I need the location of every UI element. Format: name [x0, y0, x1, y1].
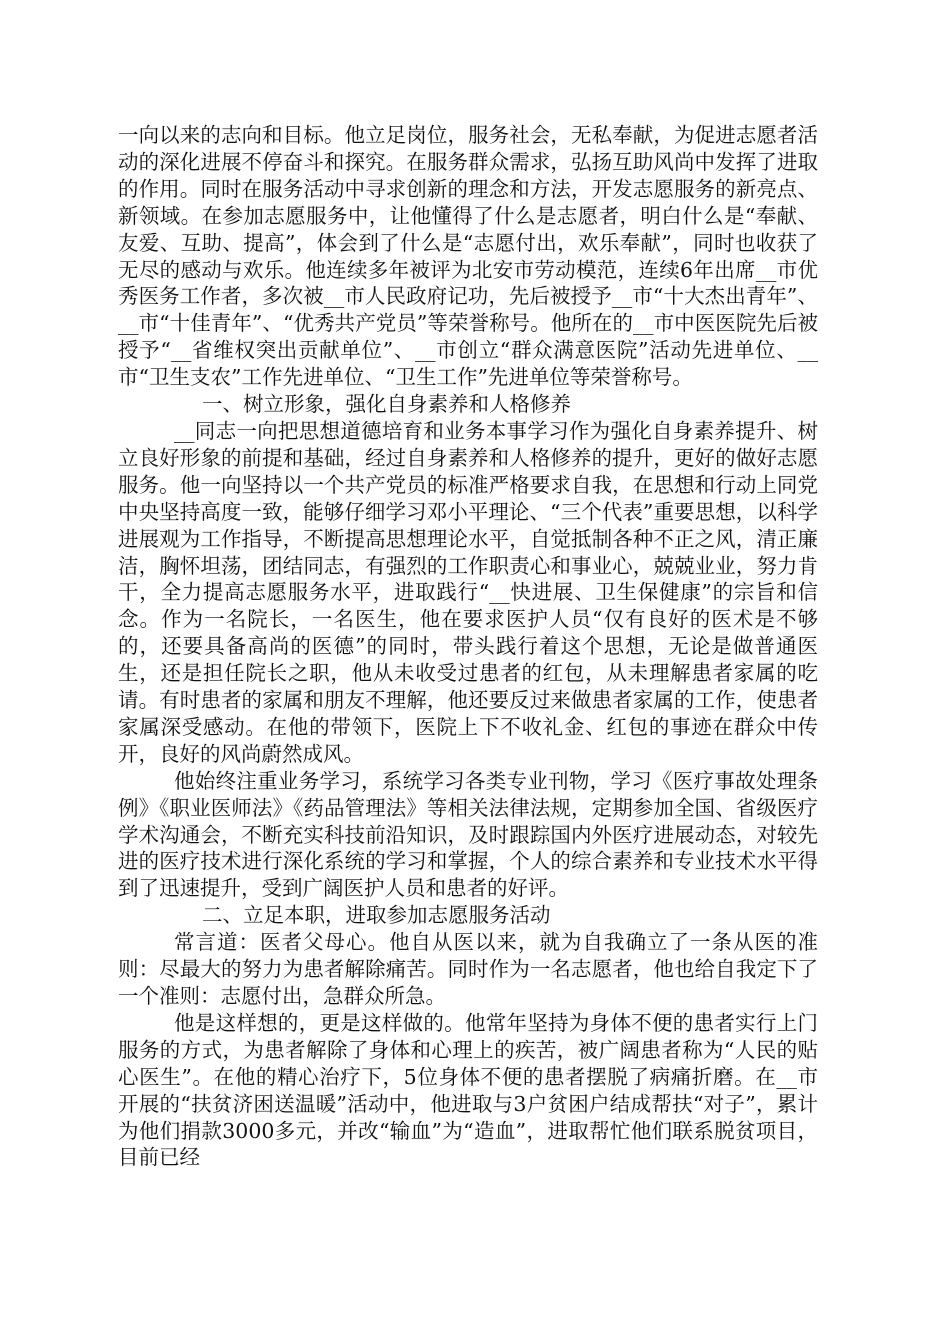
- document-page: [118, 122, 818, 1171]
- paragraph-home-service: 他是这样想的，更是这样做的。他常年坚持为身体不便的患者实行上门服务的方式，为患者解除了身体和心理上的疾苦，被广阔患者称为“人民的贴心医生”。在他的精心治疗下，5位身体不便的患者摆脱了病痛折磨。在__市开展的“扶贫济困送温暖”活动中，他进取与3户贫困户结成帮扶“对子”，累计为他们捐款3000多元，并改“输血”为“造血”，进取帮忙他们联系脱贫项目，目前已经: [118, 1010, 818, 1170]
- section-heading-1: 一、树立形象，强化自身素养和人格修养: [202, 392, 571, 417]
- paragraph-intro: 一向以来的志向和目标。他立足岗位，服务社会，无私奉献，为促进志愿者活动的深化进展不停奋斗和探究。在服务群众需求，弘扬互助风尚中发挥了进取的作用。同时在服务活动中寻求创新的理念和方法，开发志愿服务的新亮点、新领域。在参加志愿服务中，让他懂得了什么是志愿者，明白什么是“奉献、友爱、互助、提高”，体会到了什么是“志愿付出，欢乐奉献”，同时也收获了无尽的感动与欢乐。他连续多年被评为北安市劳动模范，连续6年出席__市优秀医务工作者，多次被__市人民政府记功，先后被授予__市“十大杰出青年”、__市“十佳青年”、“优秀共产党员”等荣誉称号。他所在的__市中医医院先后被授予“__省维权突出贡献单位”、__市创立“群众满意医院”活动先进单位、__市“卫生支农”工作先进单位、“卫生工作”先进单位等荣誉称号。: [118, 123, 818, 390]
- section-heading-2: 二、立足本职，进取参加志愿服务活动: [202, 903, 551, 928]
- paragraph-self-cultivation: __同志一向把思想道德培育和业务本事学习作为强化自身素养提升、树立良好形象的前提和基础，经过自身素养和人格修养的提升，更好的做好志愿服务。他一向坚持以一个共产党员的标准严格要求自我，在思想和行动上同党中央坚持高度一致，能够仔细学习邓小平理论、“三个代表”重要思想，以科学进展观为工作指导，不断提高思想理论水平，自觉抵制各种不正之风，清正廉洁，胸怀坦荡，团结同志，有强烈的工作职责心和事业心，兢兢业业，努力肯干，全力提高志愿服务水平，进取践行“__快进展、卫生保健康”的宗旨和信念。作为一名院长，一名医生，他在要求医护人员“仅有良好的医术是不够的，还要具备高尚的医德”的同时，带头践行着这个思想，无论是做普通医生，还是担任院长之职，他从未收受过患者的红包，从未理解患者家属的吃请。有时患者的家属和朋友不理解，他还要反过来做患者家属的工作，使患者家属深受感动。在他的带领下，医院上下不收礼金、红包的事迹在群众中传开，良好的风尚蔚然成风。: [118, 418, 818, 766]
- paragraph-medical-principle: 常言道：医者父母心。他自从医以来，就为自我确立了一条从医的准则：尽最大的努力为患者解除痛苦。同时作为一名志愿者，他也给自我定下了一个准则：志愿付出，急群众所急。: [118, 930, 818, 1008]
- paragraph-professional-study: 他始终注重业务学习，系统学习各类专业刊物，学习《医疗事故处理条例》《职业医师法》《药品管理法》等相关法律法规，定期参加全国、省级医疗学术沟通会，不断充实科技前沿知识，及时跟踪国内外医疗进展动态，对较先进的医疗技术进行深化系统的学习和掌握，个人的综合素养和专业技术水平得到了迅速提升，受到广阔医护人员和患者的好评。: [118, 768, 818, 901]
